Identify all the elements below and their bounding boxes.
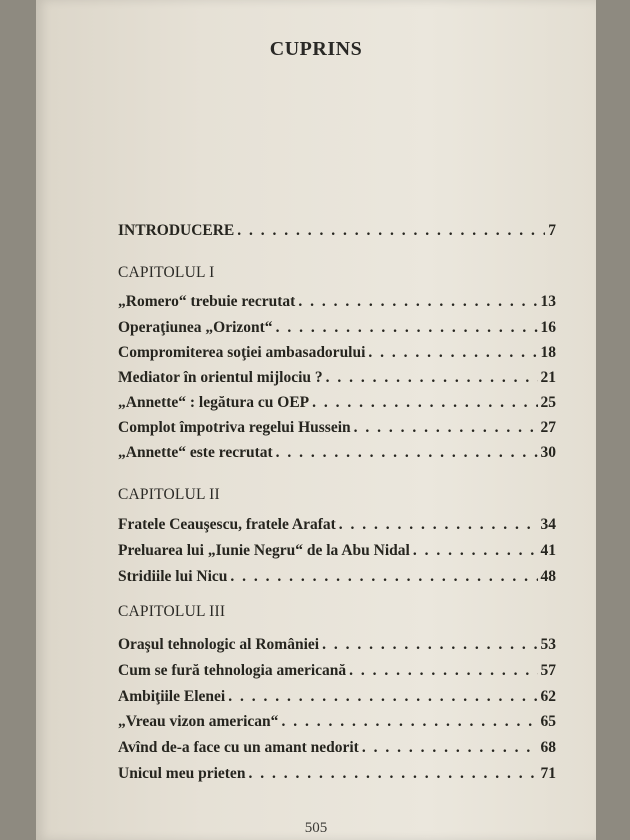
dot-leader xyxy=(230,568,537,586)
toc-entry-text: Unicul meu prieten xyxy=(118,765,246,782)
toc-entry xyxy=(118,367,556,387)
toc-entry-page: 34 xyxy=(540,516,556,533)
dot-leader xyxy=(298,293,537,311)
toc-entry-page: 71 xyxy=(540,765,556,782)
toc-entry-text: Compromiterea soţiei ambasadorului xyxy=(118,344,366,361)
toc-entry xyxy=(118,660,556,680)
book-page xyxy=(36,0,596,840)
toc-entry-page: 41 xyxy=(540,542,556,559)
toc-entry-page: 7 xyxy=(548,222,556,239)
toc-entry-text: Cum se fură tehnologia americană xyxy=(118,662,347,679)
toc-entry xyxy=(118,686,556,706)
toc-entry xyxy=(118,392,556,412)
toc-entry xyxy=(118,317,556,337)
toc-entry-page: 30 xyxy=(540,444,556,461)
toc-entry-page: 16 xyxy=(540,319,556,336)
dot-leader xyxy=(228,688,537,706)
toc-entry-page: 57 xyxy=(540,662,556,679)
toc-entry-text: Oraşul tehnologic al României xyxy=(118,636,320,653)
toc-entry-page: 65 xyxy=(540,713,556,730)
toc-entry-page: 68 xyxy=(540,739,556,756)
dot-leader xyxy=(413,542,538,560)
toc-entry xyxy=(118,417,556,437)
toc-entry xyxy=(118,566,556,586)
dot-leader xyxy=(349,662,537,680)
dot-leader xyxy=(312,394,537,412)
page-number: 505 xyxy=(304,820,328,836)
toc-entry-text: „Annette“ este recrutat xyxy=(118,444,273,461)
toc-entry-introduction xyxy=(118,220,556,240)
toc-entry xyxy=(118,763,556,783)
toc-entry xyxy=(118,442,556,462)
dot-leader xyxy=(339,516,538,534)
toc-entry-page: 21 xyxy=(540,369,556,386)
toc-entry-text: „Vreau vizon american“ xyxy=(118,713,279,730)
toc-entry-text: Operaţiunea „Orizont“ xyxy=(118,319,273,336)
dot-leader xyxy=(322,636,537,654)
dot-leader xyxy=(362,739,538,757)
toc-entry-text: Ambiţiile Elenei xyxy=(118,688,226,705)
dot-leader xyxy=(237,222,545,240)
dot-leader xyxy=(248,765,537,783)
toc-entry xyxy=(118,634,556,654)
chapter-heading: CAPITOLUL I xyxy=(118,264,215,281)
dot-leader xyxy=(368,344,537,362)
dot-leader xyxy=(354,419,538,437)
dot-leader xyxy=(276,319,538,337)
toc-entry-page: 53 xyxy=(540,636,556,653)
toc-entry-text: Avînd de-a face cu un amant nedorit xyxy=(118,739,359,756)
toc-entry-page: 18 xyxy=(540,344,556,361)
toc-entry-page: 25 xyxy=(540,394,556,411)
toc-entry xyxy=(118,737,556,757)
toc-entry xyxy=(118,711,556,731)
toc-entry-text: Mediator în orientul mijlociu ? xyxy=(118,369,323,386)
dot-leader xyxy=(276,444,538,462)
chapter-heading: CAPITOLUL III xyxy=(118,603,226,620)
toc-entry-page: 62 xyxy=(540,688,556,705)
toc-entry-text: Fratele Ceauşescu, fratele Arafat xyxy=(118,516,336,533)
chapter-heading: CAPITOLUL II xyxy=(118,486,220,503)
page-title: CUPRINS xyxy=(269,38,363,60)
dot-leader xyxy=(281,713,537,731)
toc-entry xyxy=(118,291,556,311)
toc-entry-text: Stridiile lui Nicu xyxy=(118,568,228,585)
toc-entry xyxy=(118,514,556,534)
toc-entry xyxy=(118,540,556,560)
toc-entry-text: „Romero“ trebuie recrutat xyxy=(118,293,296,310)
toc-entry-text: Complot împotriva regelui Hussein xyxy=(118,419,351,436)
toc-entry-page: 27 xyxy=(540,419,556,436)
toc-entry-text: „Annette“ : legătura cu OEP xyxy=(118,394,310,411)
toc-entry xyxy=(118,342,556,362)
toc-entry-page: 13 xyxy=(540,293,556,310)
toc-entry-page: 48 xyxy=(540,568,556,585)
toc-entry-text: INTRODUCERE xyxy=(118,222,235,239)
toc-entry-text: Preluarea lui „Iunie Negru“ de la Abu Nidal xyxy=(118,542,410,559)
dot-leader xyxy=(326,369,538,387)
